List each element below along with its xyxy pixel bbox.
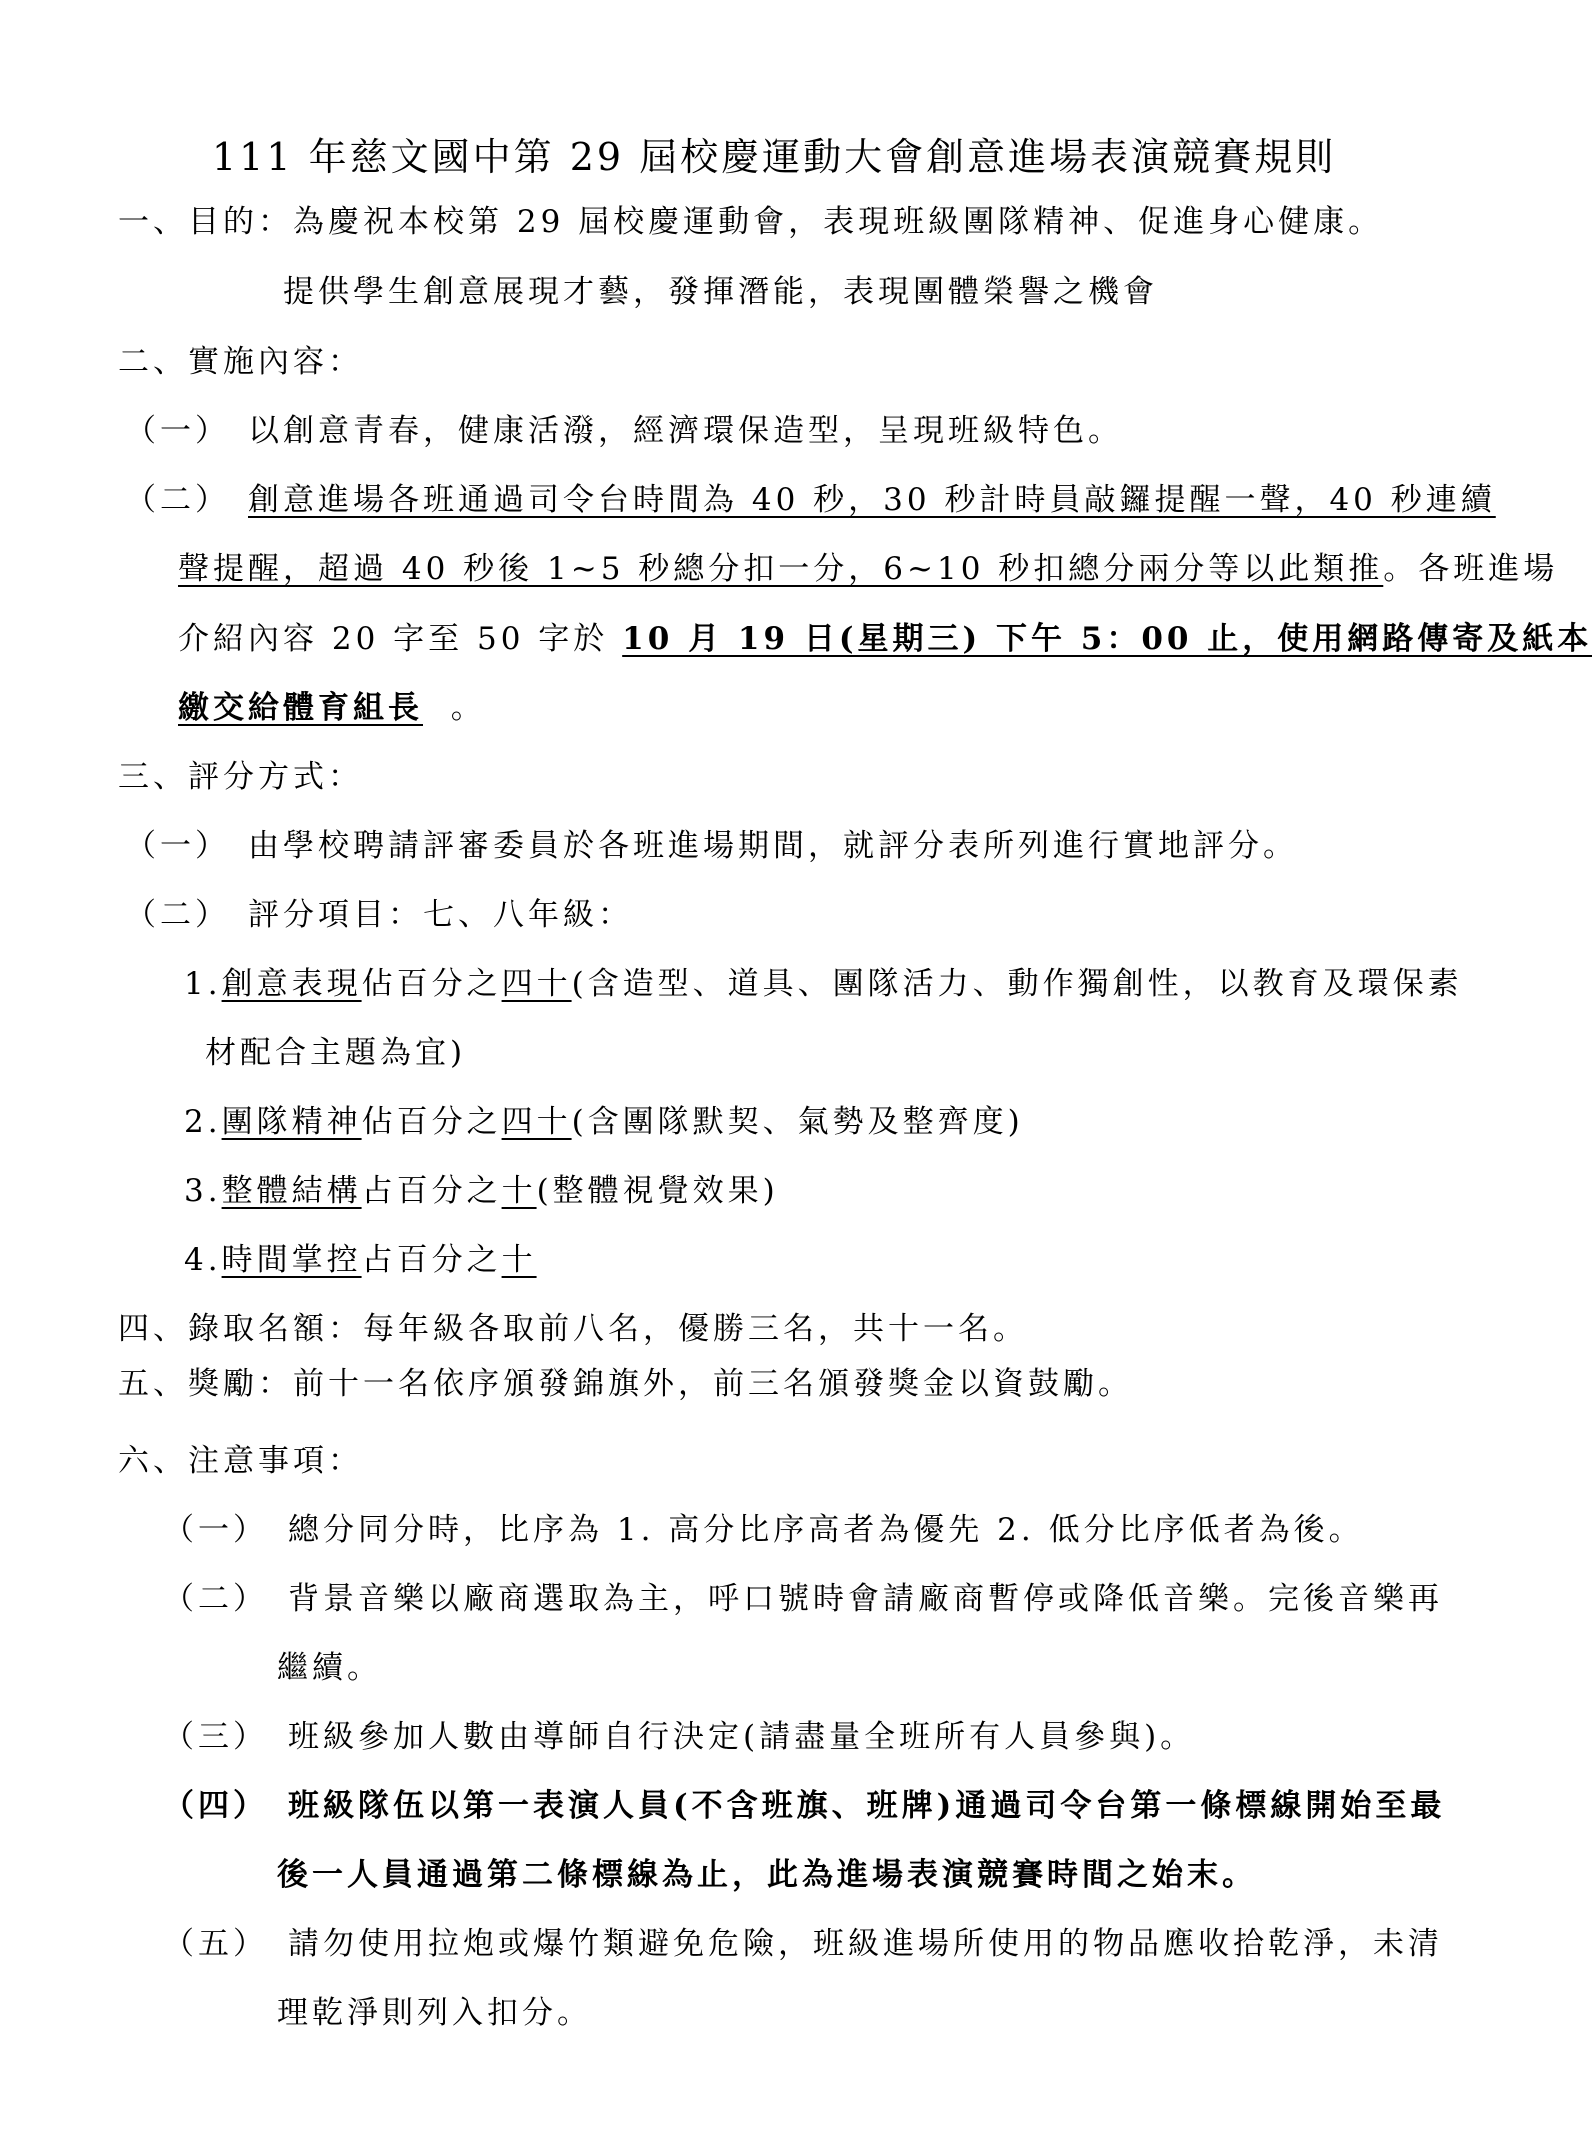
section-1-purpose: 一、目的：為慶祝本校第 29 屆校慶運動會，表現班級團隊精神、促進身心健康。 xyxy=(118,204,1384,240)
item-label: （五） xyxy=(163,1926,268,1962)
item-text: 班級參加人數由導師自行決定(請盡量全班所有人員參與)。 xyxy=(288,1719,1196,1755)
section-6-item-4-line-2: 後一人員通過第二條標線為止，此為進場表演競賽時間之始末。 xyxy=(277,1857,1257,1893)
item-text: 總分同分時，比序為 1. 高分比序高者為優先 2. 低分比序低者為後。 xyxy=(288,1512,1364,1548)
section-2-item-1 xyxy=(125,411,1123,451)
section-2-item-2-line-4 xyxy=(178,688,486,728)
section-2-item-2-line-3 xyxy=(178,619,1592,659)
section-4-quota: 四、錄取名額：每年級各取前八名，優勝三名，共十一名。 xyxy=(118,1311,1028,1347)
criterion-1 xyxy=(184,964,1463,1004)
criterion-weight: 四十 xyxy=(501,1104,572,1140)
item-text: 以創意青春，健康活潑，經濟環保造型，呈現班級特色。 xyxy=(248,413,1123,449)
criterion-detail: (含造型、道具、團隊活力、動作獨創性，以教育及環保素 xyxy=(571,966,1463,1002)
criterion-name: 時間掌控 xyxy=(221,1242,362,1278)
section-6-item-1 xyxy=(163,1510,1364,1550)
criterion-number: 3. xyxy=(184,1173,222,1209)
criterion-weight: 十 xyxy=(501,1242,537,1278)
item-label: （四） xyxy=(163,1788,268,1824)
deadline-text: 10 月 19 日(星期三) 下午 5：00 止，使用網路傳寄及紙本 xyxy=(622,621,1592,657)
section-6-item-3 xyxy=(163,1717,1195,1757)
criterion-text: 佔百分之 xyxy=(361,1104,502,1140)
criterion-detail: (含團隊默契、氣勢及整齊度) xyxy=(571,1104,1024,1140)
section-6-item-5 xyxy=(163,1924,1443,1964)
item-text: 背景音樂以廠商選取為主，呼口號時會請廠商暫停或降低音樂。完後音樂再 xyxy=(288,1581,1443,1617)
item-text: 評分項目：七、八年級： xyxy=(248,897,633,933)
criterion-number: 1. xyxy=(184,966,222,1002)
deadline-text: 繳交給體育組長 xyxy=(178,690,423,726)
item-label: （一） xyxy=(163,1512,268,1548)
section-3-item-1 xyxy=(125,826,1298,866)
item-text: 班級隊伍以第一表演人員(不含班旗、班牌)通過司令台第一條標線開始至最 xyxy=(288,1788,1446,1824)
criterion-text: 占百分之 xyxy=(361,1173,502,1209)
item-text: 請勿使用拉炮或爆竹類避免危險，班級進場所使用的物品應收拾乾淨，未清 xyxy=(288,1926,1443,1962)
item-text-underlined: 聲提醒，超過 40 秒後 1~5 秒總分扣一分，6~10 秒扣總分兩分等以此類推 xyxy=(178,551,1384,587)
section-6-item-2-line-2: 繼續。 xyxy=(277,1650,382,1686)
item-text: 介紹內容 20 字至 50 字於 xyxy=(178,621,623,657)
criterion-2 xyxy=(184,1102,1024,1142)
criterion-number: 2. xyxy=(184,1104,222,1140)
criterion-name: 團隊精神 xyxy=(221,1104,362,1140)
section-6-item-5-line-2: 理乾淨則列入扣分。 xyxy=(277,1995,592,2031)
item-label: （二） xyxy=(125,897,230,933)
item-label: （二） xyxy=(163,1581,268,1617)
section-2-item-2-line-2 xyxy=(178,549,1558,589)
page-title: 111 年慈文國中第 29 屆校慶運動大會創意進場表演競賽規則 xyxy=(212,135,1337,179)
item-label: （三） xyxy=(163,1719,268,1755)
criterion-weight: 四十 xyxy=(501,966,572,1002)
item-text: 。各班進場 xyxy=(1383,551,1559,587)
item-label: （二） xyxy=(125,482,230,518)
section-6-item-2 xyxy=(163,1579,1443,1619)
section-6-item-4 xyxy=(163,1786,1445,1826)
item-label: （一） xyxy=(125,413,230,449)
section-3-item-2 xyxy=(125,895,633,935)
criterion-number: 4. xyxy=(184,1242,222,1278)
section-2-item-2 xyxy=(125,480,1496,520)
section-3-heading: 三、評分方式： xyxy=(118,759,363,795)
criterion-text: 佔百分之 xyxy=(361,966,502,1002)
item-text-underlined: 創意進場各班通過司令台時間為 40 秒，30 秒計時員敲鑼提醒一聲，40 秒連續 xyxy=(248,482,1496,518)
criterion-detail: (整體視覺效果) xyxy=(536,1173,779,1209)
criterion-name: 創意表現 xyxy=(221,966,362,1002)
section-2-heading: 二、實施內容： xyxy=(118,344,363,380)
criterion-3 xyxy=(184,1171,779,1211)
section-5-awards: 五、獎勵：前十一名依序頒發錦旗外，前三名頒發獎金以資鼓勵。 xyxy=(118,1366,1133,1402)
criterion-text: 占百分之 xyxy=(361,1242,502,1278)
criterion-weight: 十 xyxy=(501,1173,537,1209)
item-text: 。 xyxy=(423,690,486,726)
criterion-name: 整體結構 xyxy=(221,1173,362,1209)
criterion-1-line-2: 材配合主題為宜) xyxy=(205,1035,467,1071)
section-6-heading: 六、注意事項： xyxy=(118,1443,363,1479)
section-1-purpose-cont: 提供學生創意展現才藝，發揮潛能，表現團體榮譽之機會 xyxy=(283,274,1158,310)
criterion-4 xyxy=(184,1240,537,1280)
item-label: （一） xyxy=(125,828,230,864)
item-text: 由學校聘請評審委員於各班進場期間，就評分表所列進行實地評分。 xyxy=(248,828,1298,864)
